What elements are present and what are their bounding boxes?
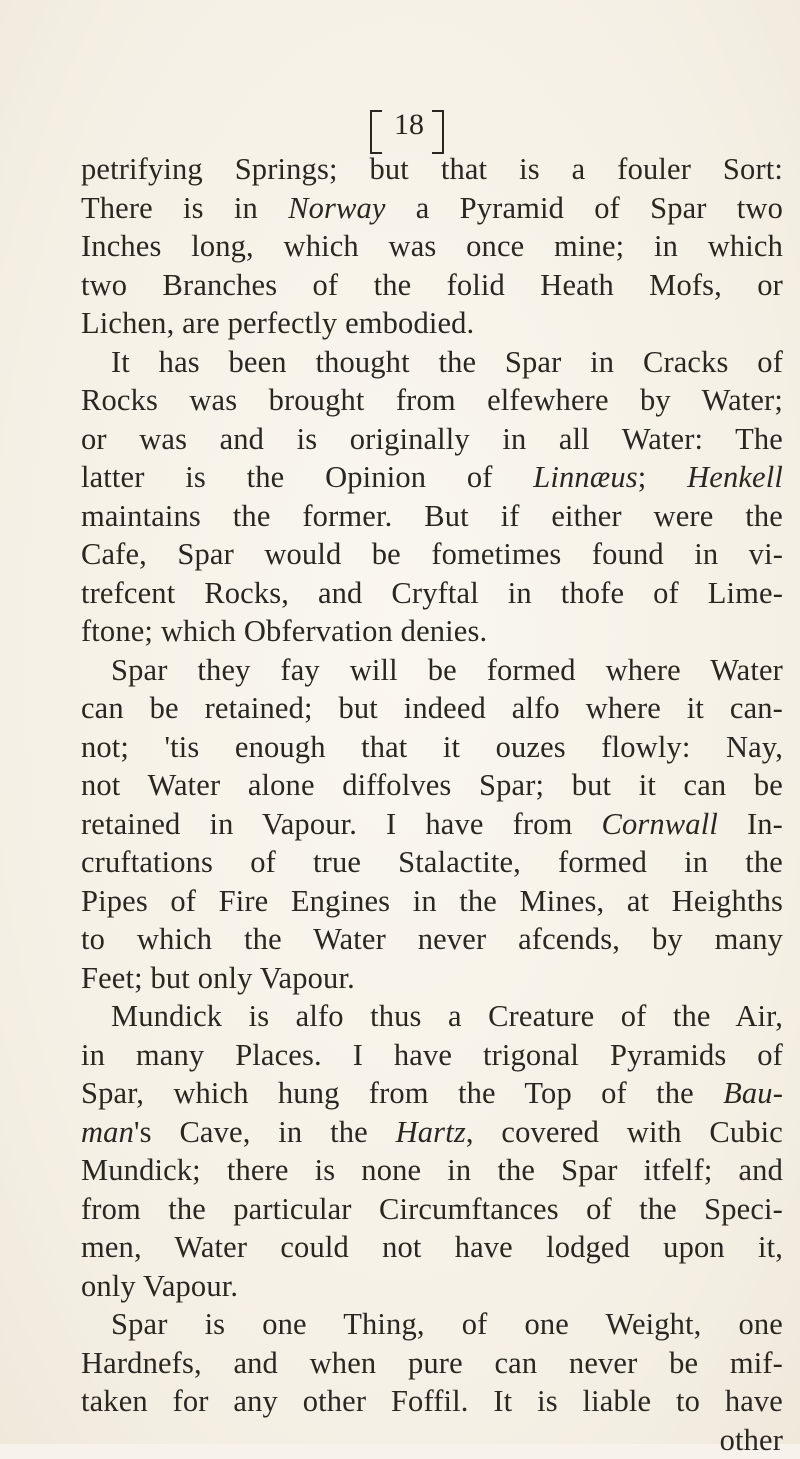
text-line xyxy=(81,1267,783,1306)
text-segment: , covered with Cubic xyxy=(466,1115,783,1149)
text-line xyxy=(81,843,783,882)
text-segment: Mundick is alfo thus a Creature of the Air, xyxy=(111,999,783,1033)
text-line xyxy=(81,1305,783,1344)
text-line xyxy=(81,1190,783,1229)
text-segment: Mundick; there is none in the Spar itfelf; and xyxy=(81,1153,783,1187)
text-segment: from the particular Circumftances of the Speci- xyxy=(81,1192,783,1226)
text-segment: Hardnefs, and when pure can never be mif- xyxy=(81,1346,783,1380)
text-segment: Feet; but only Vapour. xyxy=(81,961,355,995)
text-line xyxy=(81,304,783,343)
text-segment: Inches long, which was once mine; in which xyxy=(81,229,783,263)
text-line xyxy=(81,805,783,844)
text-segment: two Branches of the folid Heath Mofs, or xyxy=(81,268,783,302)
text-line xyxy=(81,651,783,690)
text-line xyxy=(81,150,783,189)
text-segment: ftone; which Obfervation denies. xyxy=(81,614,487,648)
text-line xyxy=(81,689,783,728)
text-line xyxy=(81,1344,783,1383)
text-segment: not Water alone diffolves Spar; but it can be xyxy=(81,768,783,802)
text-segment: men, Water could not have lodged upon it, xyxy=(81,1230,783,1264)
text-segment: petrifying Springs; but that is a fouler Sort: xyxy=(81,152,783,186)
text-segment: maintains the former. But if either were the xyxy=(81,499,783,533)
text-line xyxy=(81,458,783,497)
text-line xyxy=(81,1113,783,1152)
text-segment: Spar is one Thing, of one Weight, one xyxy=(111,1307,783,1341)
text-line xyxy=(81,920,783,959)
text-segment: not; 'tis enough that it ouzes flowly: Nay, xyxy=(81,730,783,764)
text-line xyxy=(81,227,783,266)
text-line xyxy=(81,420,783,459)
text-line xyxy=(81,189,783,228)
text-line xyxy=(81,381,783,420)
text-line xyxy=(81,612,783,651)
text-segment: In- xyxy=(718,807,783,841)
text-segment: trefcent Rocks, and Cryftal in thofe of Lime- xyxy=(81,576,783,610)
text-segment: in many Places. I have trigonal Pyramids of xyxy=(81,1038,783,1072)
text-segment: ; xyxy=(638,460,687,494)
text-segment: Spar they fay will be formed where Water xyxy=(111,653,783,687)
text-line xyxy=(81,766,783,805)
text-segment: or was and is originally in all Water: The xyxy=(81,422,783,456)
right-bracket xyxy=(432,110,444,154)
text-segment: Pipes of Fire Engines in the Mines, at Heighths xyxy=(81,884,783,918)
text-segment: cruftations of true Stalactite, formed in the xyxy=(81,845,783,879)
page-number: 18 xyxy=(394,108,424,142)
left-bracket xyxy=(370,110,382,154)
text-segment: It has been thought the Spar in Cracks of xyxy=(111,345,783,379)
catchword: other xyxy=(81,1421,783,1459)
text-segment: Lichen, are perfectly embodied. xyxy=(81,306,474,340)
text-line xyxy=(81,882,783,921)
italic-text: man xyxy=(81,1115,134,1149)
italic-text: Hartz xyxy=(396,1115,466,1149)
text-segment: taken for any other Foffil. It is liable to have xyxy=(81,1384,783,1418)
text-line xyxy=(81,1074,783,1113)
italic-text: Cornwall xyxy=(601,807,717,841)
text-segment: to which the Water never afcends, by many xyxy=(81,922,783,956)
text-line xyxy=(81,997,783,1036)
text-line xyxy=(81,266,783,305)
text-segment: latter is the Opinion of xyxy=(81,460,533,494)
text-line xyxy=(81,959,783,998)
text-segment: Cafe, Spar would be fometimes found in vi- xyxy=(81,537,783,571)
text-segment: 's Cave, in the xyxy=(134,1115,396,1149)
text-line xyxy=(81,728,783,767)
text-segment: Spar, which hung from the Top of the xyxy=(81,1076,723,1110)
text-segment: Rocks was brought from elfewhere by Water; xyxy=(81,383,783,417)
text-line xyxy=(81,497,783,536)
text-line xyxy=(81,574,783,613)
text-line xyxy=(81,1036,783,1075)
italic-text: Linnæus xyxy=(533,460,637,494)
text-line xyxy=(81,535,783,574)
text-segment: only Vapour. xyxy=(81,1269,238,1303)
italic-text: Norway xyxy=(288,191,386,225)
text-segment: a Pyramid of Spar two xyxy=(386,191,783,225)
text-segment: can be retained; but indeed alfo where it can- xyxy=(81,691,783,725)
text-line xyxy=(81,1151,783,1190)
text-segment: retained in Vapour. I have from xyxy=(81,807,601,841)
body-text xyxy=(81,150,783,1459)
italic-text: Bau- xyxy=(723,1076,783,1110)
text-line xyxy=(81,1382,783,1421)
text-line xyxy=(81,343,783,382)
text-line xyxy=(81,1228,783,1267)
text-segment: There is in xyxy=(81,191,288,225)
italic-text: Henkell xyxy=(687,460,783,494)
